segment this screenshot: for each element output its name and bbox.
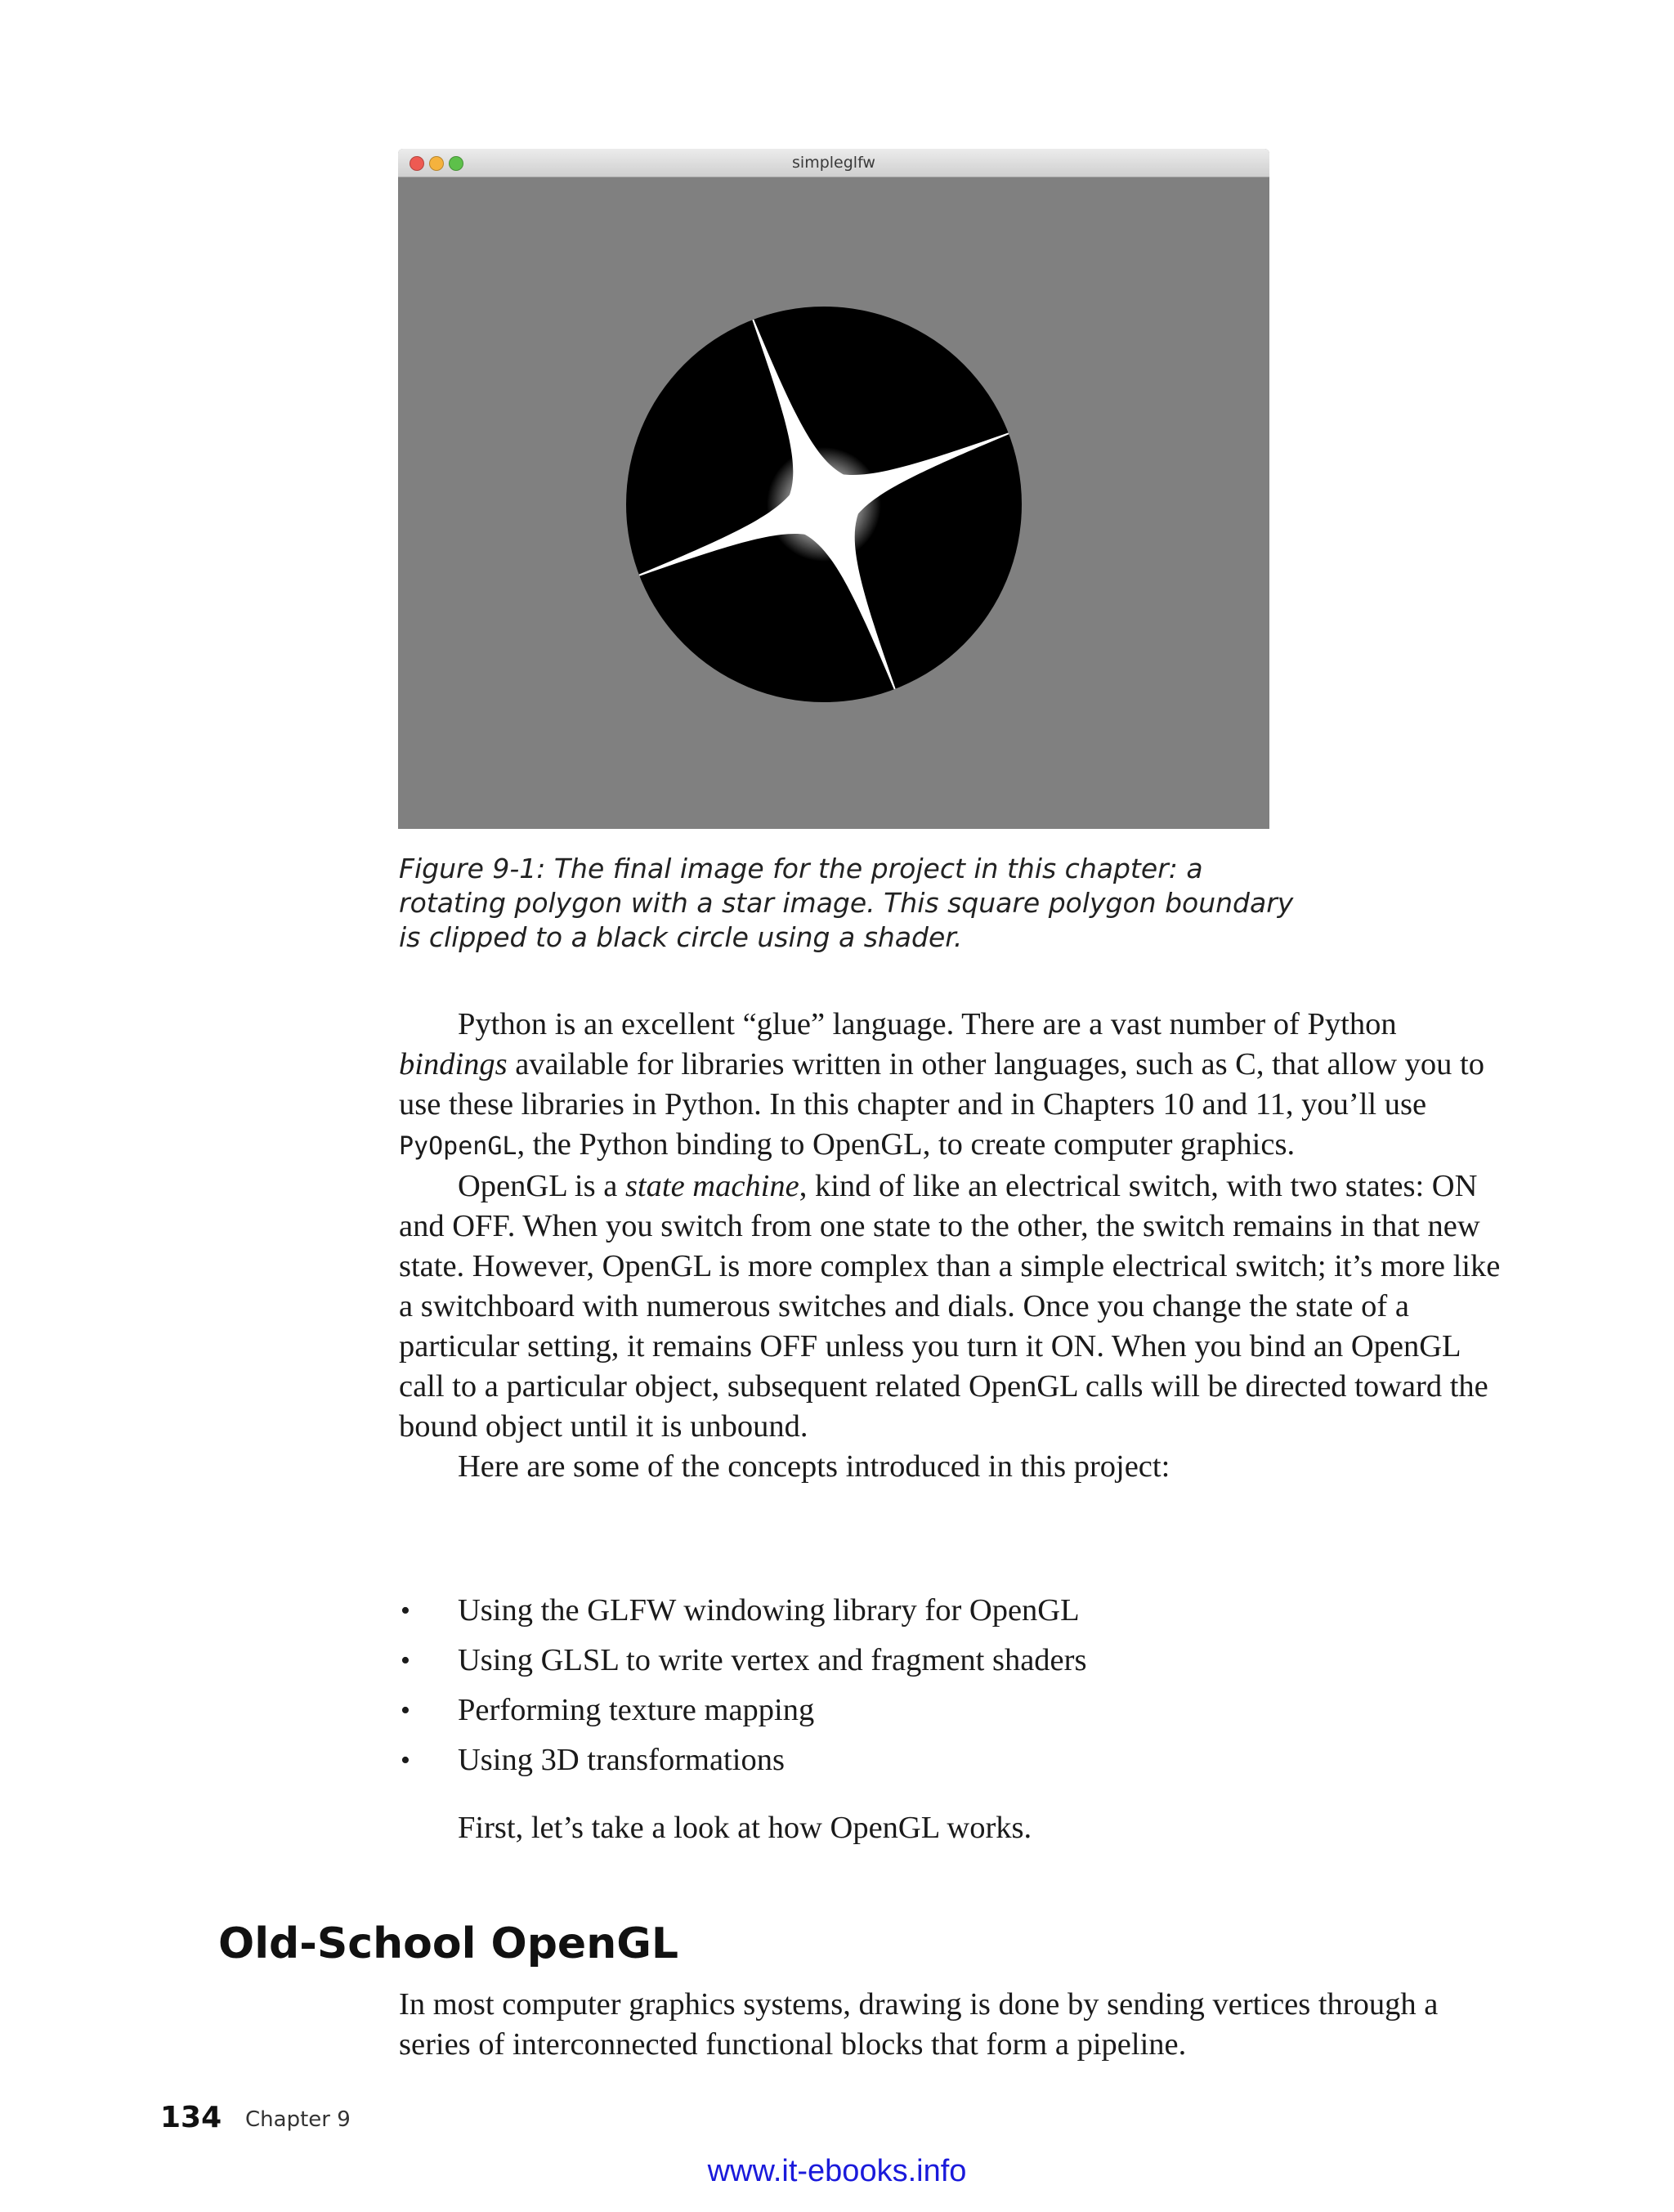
paragraph-section-intro: In most computer graphics systems, drawing is done by sending vertices through a series of interconnected functional blocks that form a pipeline. — [399, 1987, 1439, 2062]
term-bindings: bindings — [399, 1047, 508, 1081]
star-figure — [398, 177, 1269, 829]
paragraph-after-list: First, let’s take a look at how OpenGL works. — [458, 1811, 1032, 1845]
footer-link[interactable]: www.it-ebooks.info — [707, 2154, 967, 2188]
running-footer-chapter: Chapter 9 — [245, 2107, 351, 2132]
opengl-canvas — [398, 177, 1269, 829]
list-item: • Using the GLFW windowing library for OpenGL — [401, 1593, 1080, 1628]
concepts-list — [399, 1591, 1461, 1790]
star-image — [534, 214, 1115, 795]
window-titlebar — [398, 149, 1269, 177]
figure-window — [398, 149, 1269, 829]
section-heading: Old-School OpenGL — [218, 1919, 679, 1968]
code-pyopengl: PyOpenGL — [399, 1132, 517, 1161]
figure-caption: Figure 9-1: The final image for the project in this chapter: a rotating polygon with a star image. This square polygon boundary is clipped to a black circle using a shader. — [399, 853, 1294, 953]
concepts-lead: Here are some of the concepts introduced in this project: — [458, 1449, 1170, 1484]
page-number: 134 — [160, 2101, 222, 2134]
list-item: • Using 3D transformations — [401, 1743, 785, 1777]
paragraph-intro: Python is an excellent “glue” language. There are a vast number of Python bindings available for libraries written in other languages, such as C, that allow you to use these libraries in Python. In this chapter and in Chapters 10 and 11, you’ll use PyOpenGL, the Python binding to OpenGL, to create computer graphics. OpenGL is a state machine, kind of like an electrical switch, with two states: ON and OFF. When you switch from one state to the other, the switch remains in that new state. However, OpenGL is more complex than a simple electrical switch; it’s more like a switchboard with numerous switches and dials. Once you change the state of a particular setting, it remains OFF unless you turn it ON. When you bind an OpenGL call to a particular object, subsequent related OpenGL calls will be directed toward the bound object until it is unbound. Here are some of the concepts introduced in this project: — [399, 1005, 1511, 1487]
list-item: • Using GLSL to write vertex and fragment shaders — [401, 1643, 1087, 1677]
term-state-machine: state machine — [624, 1169, 799, 1203]
window-title: simpleglfw — [792, 154, 875, 172]
list-item: • Performing texture mapping — [401, 1693, 815, 1727]
